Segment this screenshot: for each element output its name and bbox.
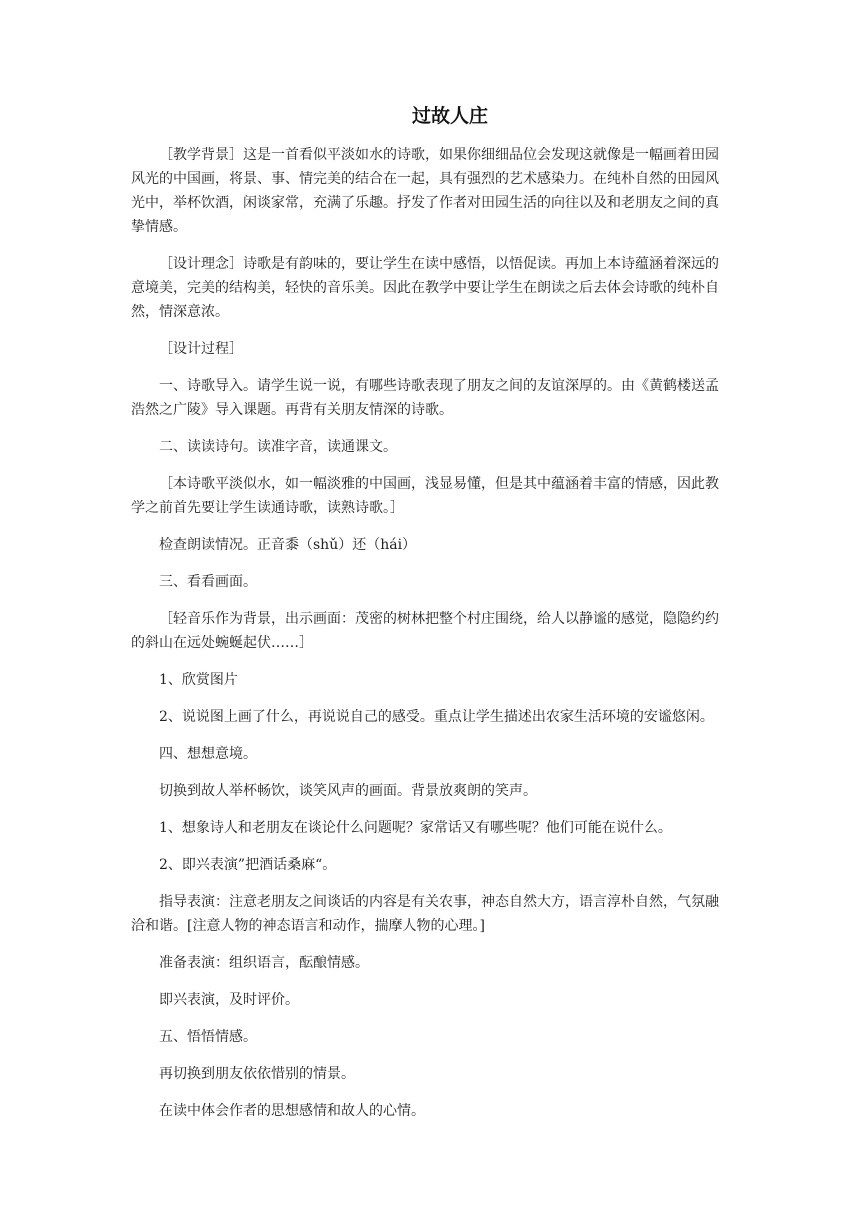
- paragraph-switch-scene: 切换到故人举杯畅饮，谈笑风声的画面。背景放爽朗的笑声。: [159, 783, 537, 799]
- document-title: 过故人庄: [411, 105, 488, 127]
- paragraph-design-concept: ［设计理念］诗歌是有韵味的，要让学生在读中感悟，以悟促读。再加上本诗蕴涵着深远的意境美，完美的结构美，轻快的音乐美。因此在教学中要让学生在朗读之后去体会诗歌的纯朴自然，情深意浓。: [131, 256, 719, 320]
- paragraph-step-1: 一、诗歌导入。请学生说一说，有哪些诗歌表现了朋友之间的友谊深厚的。由《黄鹤楼送孟浩然之广陵》导入课题。再背有关朋友情深的诗歌。: [131, 378, 719, 418]
- paragraph-step-4: 四、想想意境。: [159, 746, 257, 762]
- paragraph-step-5: 五、悟悟情感。: [159, 1029, 257, 1045]
- paragraph-step-3-note: ［轻音乐作为背景，出示画面：茂密的树林把整个村庄围绕，给人以静谧的感觉，隐隐约约的斜山在远处蜿蜒起伏……］: [131, 611, 719, 651]
- paragraph-appreciate-picture: 1、欣赏图片: [159, 672, 238, 688]
- paragraph-design-process-heading: ［设计过程］: [159, 341, 243, 357]
- paragraph-farewell-scene: 再切换到朋友依依惜别的情景。: [159, 1066, 355, 1082]
- paragraph-step-2-note: ［本诗歌平淡似水，如一幅淡雅的中国画，浅显易懂，但是其中蕴涵着丰富的情感，因此教学之前首先要让学生读通诗歌，读熟诗歌。］: [131, 476, 719, 516]
- paragraph-improvise-performance: 2、即兴表演”把酒话桑麻“。: [159, 857, 337, 873]
- paragraph-feel-emotion: 在读中体会作者的思想感情和故人的心情。: [159, 1103, 425, 1119]
- paragraph-perform-evaluate: 即兴表演，及时评价。: [159, 992, 299, 1008]
- paragraph-describe-picture: 2、说说图上画了什么，再说说自己的感受。重点让学生描述出农家生活环境的安谧悠闲。: [159, 709, 714, 725]
- paragraph-prepare-performance: 准备表演：组织语言，酝酿情感。: [159, 955, 369, 971]
- document-body: [131, 143, 731, 1136]
- paragraph-step-3: 三、看看画面。: [159, 574, 257, 590]
- paragraph-pronunciation-check: 检查朗读情况。正音黍（shǔ）还（hái）: [159, 537, 417, 553]
- paragraph-imagine-talk: 1、想象诗人和老朋友在谈论什么问题呢？家常话又有哪些呢？他们可能在说什么。: [159, 820, 672, 836]
- paragraph-step-2: 二、读读诗句。读准字音，读通课文。: [159, 439, 397, 455]
- paragraph-performance-guidance: 指导表演：注意老朋友之间谈话的内容是有关农事，神态自然大方，语言淳朴自然，气氛融洽和谐。[注意人物的神态语言和动作，揣摩人物的心理。]: [131, 894, 719, 934]
- paragraph-teaching-background: ［教学背景］这是一首看似平淡如水的诗歌，如果你细细品位会发现这就像是一幅画着田园风光的中国画，将景、事、情完美的结合在一起，具有强烈的艺术感染力。在纯朴自然的田园风光中，举杯饮酒，闲谈家常，充满了乐趣。抒发了作者对田园生活的向往以及和老朋友之间的真挚情感。: [131, 147, 719, 235]
